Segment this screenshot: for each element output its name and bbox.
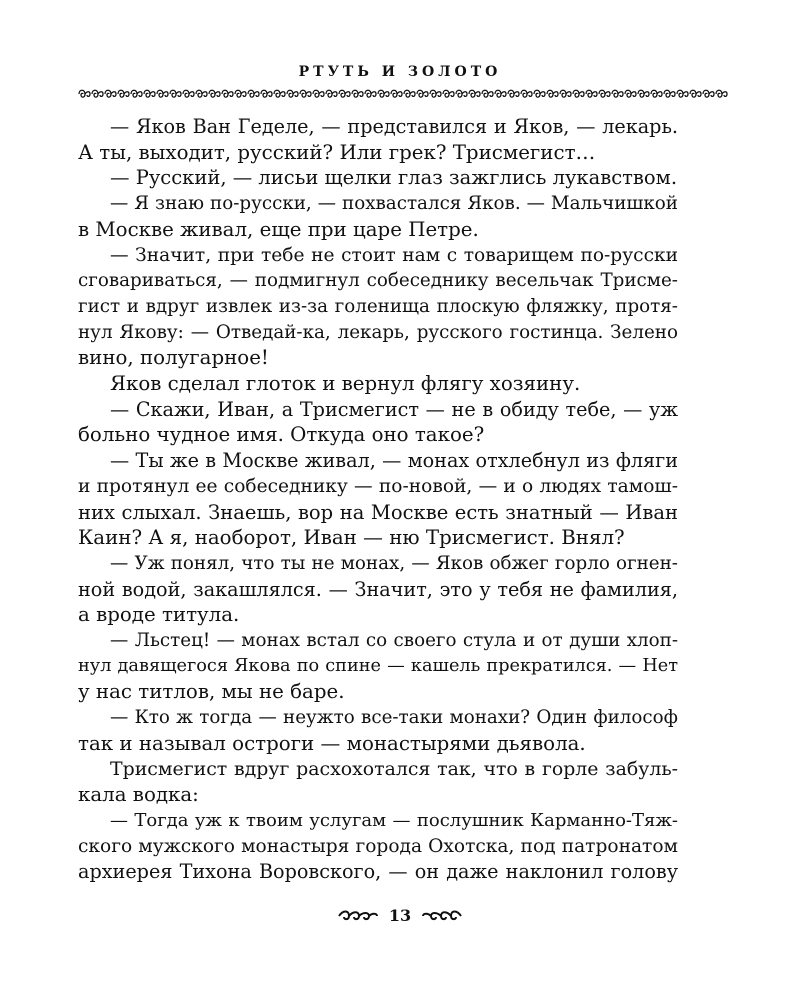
text-line: — Тогда уж к твоим услугам — послушник Карманно-Тяж-	[110, 809, 678, 831]
text-line: — Скажи, Иван, а Трисмегист — не в обиду тебе, — уж	[110, 397, 678, 421]
text-line: сговариваться, — подмигнул собеседнику весельчак Трисме-	[78, 270, 678, 292]
left-flourish-icon	[337, 909, 379, 923]
text-line: вино, полугарное!	[78, 346, 269, 370]
ornament-divider	[78, 86, 728, 102]
text-line: — Я знаю по-русски, — похвастался Яков. — Мальчишкой	[110, 193, 678, 215]
text-line: больно чудное имя. Откуда оно такое?	[78, 423, 485, 447]
text-line: А ты, выходит, русский? Или грек? Трисмегист…	[78, 140, 596, 164]
text-line: Яков сделал глоток и вернул флягу хозяину.	[110, 372, 581, 396]
text-line: — Кто ж тогда — неужто все-таки монахи? Один философ	[110, 707, 678, 729]
text-line: так и называл остроги — монастырями дьявола.	[78, 731, 586, 755]
text-line: нул давящегося Якова по спине — кашель прекратился. — Нет	[78, 655, 678, 676]
text-line: — Уж понял, что ты не монах, — Яков обжег горло огнен-	[110, 552, 678, 574]
text-line: у нас титлов, мы не баре.	[78, 680, 345, 704]
text-line: в Москве живал, еще при царе Петре.	[78, 217, 479, 241]
text-line: нул Якову: — Отведай-ка, лекарь, русского гостинца. Зелено	[78, 321, 678, 343]
text-line: — Яков Ван Геделе, — представился и Яков, — лекарь.	[110, 115, 678, 138]
page-footer	[0, 906, 800, 925]
text-line: них слыхал. Знаешь, вор на Москве есть знатный — Иван	[78, 500, 678, 524]
text-line: и протянул ее собеседнику — по-новой, — и о людях тамош-	[78, 475, 678, 497]
running-header: РТУТЬ И ЗОЛОТО	[298, 64, 502, 80]
text-line: Трисмегист вдруг расхохотался так, что в горле забуль-	[110, 757, 678, 780]
text-line: Каин? А я, наоборот, Иван — ню Трисмегист. Внял?	[78, 526, 625, 550]
text-line: — Значит, при тебе не стоит нам с товарищем по-русски	[110, 244, 678, 266]
right-flourish-icon	[421, 909, 463, 923]
text-line: — Русский, — лисьи щелки глаз зажглись лукавством.	[110, 166, 678, 190]
text-line: — Ты же в Москве живал, — монах отхлебнул из фляги	[110, 449, 678, 473]
page-number: 13	[388, 906, 412, 925]
text-line: гист и вдруг извлек из-за голенища плоскую фляжку, протя-	[78, 295, 678, 317]
text-line: а вроде титула.	[78, 603, 240, 627]
text-line: ского мужского монастыря города Охотска, под патронатом	[78, 835, 678, 857]
text-line: кала водка:	[78, 783, 199, 807]
page-text	[78, 114, 678, 885]
text-line: ной водой, закашлялся. — Значит, это у тебя не фамилия,	[78, 577, 678, 601]
text-line: архиерея Тихона Воровского, — он даже наклонил голову	[78, 860, 678, 884]
text-line: — Льстец! — монах встал со своего стула и от души хлоп-	[110, 630, 678, 652]
